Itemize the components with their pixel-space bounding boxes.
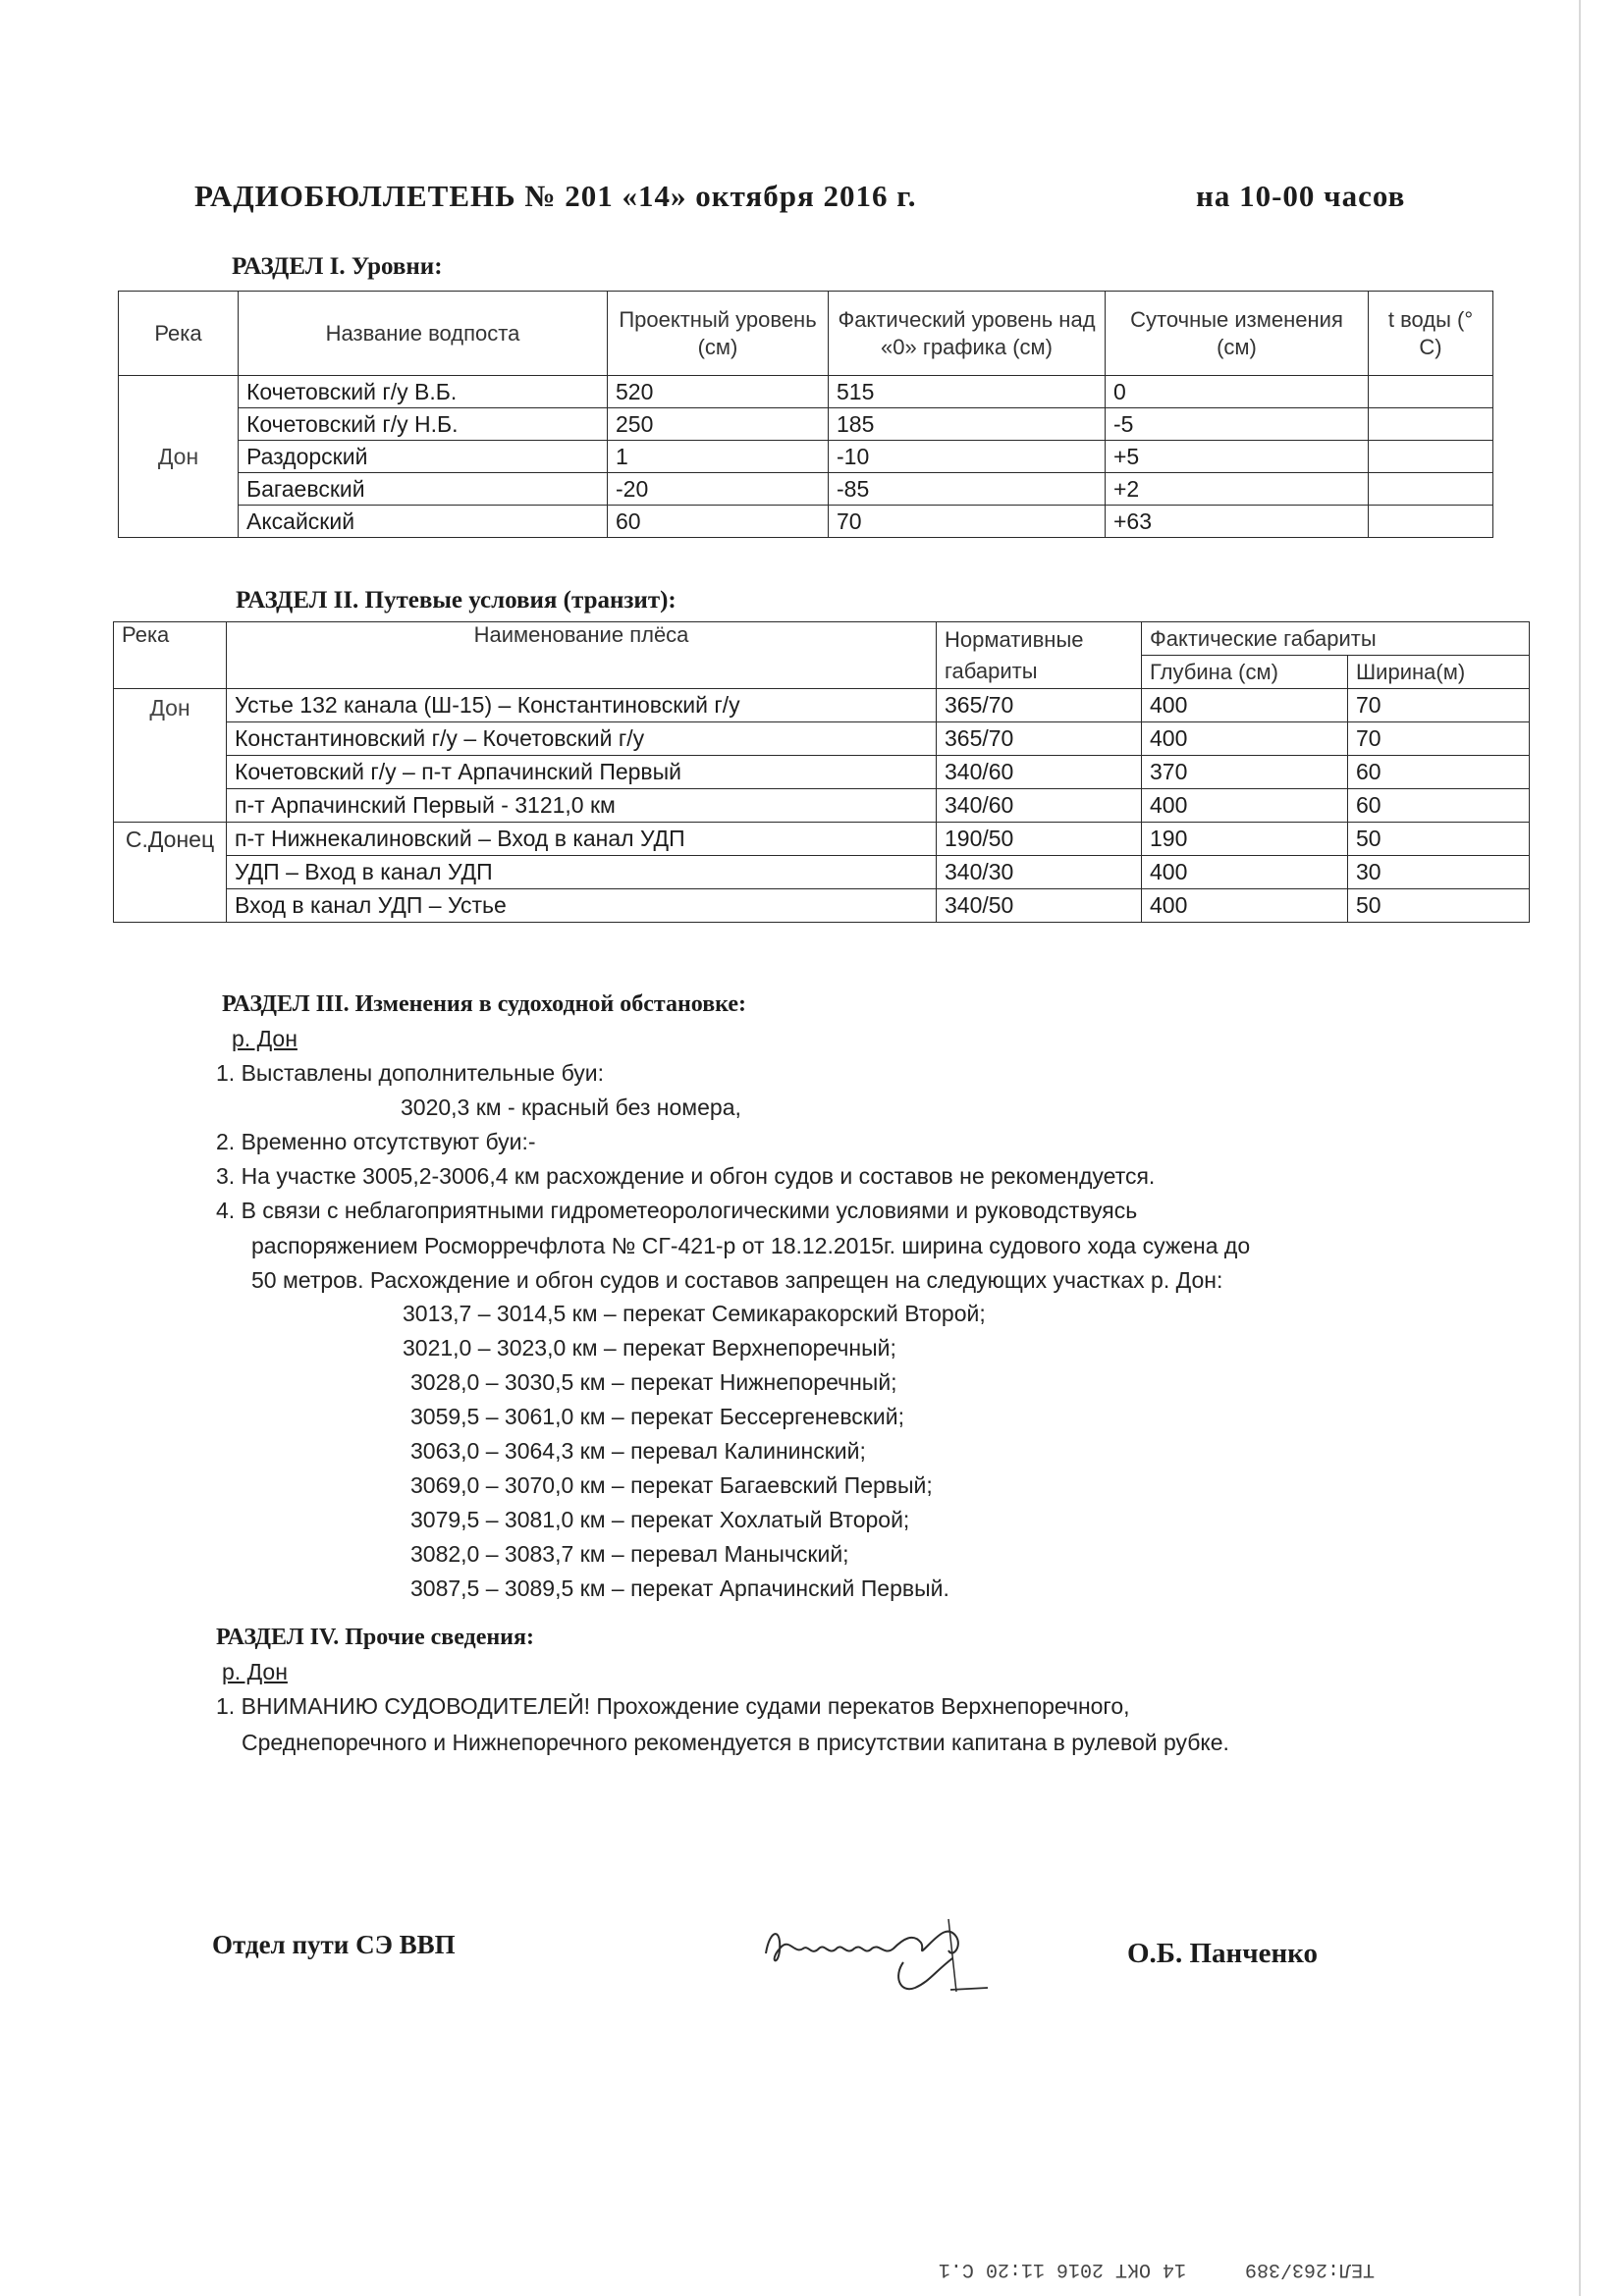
width: 60	[1348, 756, 1530, 789]
design-level: 520	[608, 376, 829, 408]
list-item: 3063,0 – 3064,3 км – перевал Калининский;	[410, 1438, 866, 1464]
reach-name: Вход в канал УДП – Устье	[227, 889, 937, 923]
reach-name: Устье 132 канала (Ш-15) – Константиновский г/у	[227, 689, 937, 722]
section2-heading: РАЗДЕЛ II. Путевые условия (транзит):	[236, 587, 677, 614]
table-row	[119, 506, 1493, 538]
water-temp	[1369, 376, 1493, 408]
table-row	[114, 823, 1530, 856]
table-row	[114, 789, 1530, 823]
width: 30	[1348, 856, 1530, 889]
fax-datetime: 14 ОКТ 2016 11:20 С.1	[938, 2258, 1186, 2280]
actual-level: 185	[829, 408, 1106, 441]
river-cell: Дон	[114, 689, 227, 823]
daily-change: +2	[1106, 473, 1369, 506]
norm-dims: 340/30	[937, 856, 1142, 889]
station-name: Багаевский	[239, 473, 608, 506]
water-temp	[1369, 441, 1493, 473]
col-design-level: Проектный уровень (см)	[608, 292, 829, 376]
actual-level: -10	[829, 441, 1106, 473]
width: 70	[1348, 722, 1530, 756]
s4-item-1-line-2: Среднепоречного и Нижнепоречного рекомендуется в присутствии капитана в рулевой рубке.	[242, 1730, 1229, 1755]
station-name: Кочетовский г/у В.Б.	[239, 376, 608, 408]
section3-river: р. Дон	[232, 1026, 298, 1051]
col-actual-dims: Фактические габариты	[1142, 622, 1530, 656]
list-item: 3021,0 – 3023,0 км – перекат Верхнепоречный;	[403, 1335, 896, 1361]
table-row	[119, 473, 1493, 506]
table-row	[119, 376, 1493, 408]
depth: 400	[1142, 689, 1348, 722]
actual-level: 515	[829, 376, 1106, 408]
s3-item-4-line-2: распоряжением Росморречфлота № СГ-421-р от 18.12.2015г. ширина судового хода сужена до	[251, 1233, 1251, 1258]
col-width: Ширина(м)	[1348, 656, 1530, 689]
width: 70	[1348, 689, 1530, 722]
reach-name: Кочетовский г/у – п-т Арпачинский Первый	[227, 756, 937, 789]
s3-item-1: 1. Выставлены дополнительные буи:	[216, 1060, 604, 1086]
handwritten-signature	[756, 1899, 992, 2007]
table-row	[119, 408, 1493, 441]
daily-change: +5	[1106, 441, 1369, 473]
design-level: 60	[608, 506, 829, 538]
col-river: Река	[119, 292, 239, 376]
norm-dims: 190/50	[937, 823, 1142, 856]
section4-heading: РАЗДЕЛ IV. Прочие сведения:	[216, 1625, 534, 1650]
river-cell: С.Донец	[114, 823, 227, 923]
norm-dims: 340/60	[937, 789, 1142, 823]
depth: 190	[1142, 823, 1348, 856]
route-header-row-1	[114, 622, 1530, 656]
scan-fold-line	[1579, 0, 1581, 2296]
list-item: 3059,5 – 3061,0 км – перекат Бессергеневский;	[410, 1404, 904, 1429]
reach-name: п-т Арпачинский Первый - 3121,0 км	[227, 789, 937, 823]
actual-level: 70	[829, 506, 1106, 538]
title-number-date: РАДИОБЮЛЛЕТЕНЬ № 201 «14» октября 2016 г.	[194, 179, 917, 213]
bulletin-title	[194, 179, 1471, 214]
depth: 400	[1142, 856, 1348, 889]
width: 60	[1348, 789, 1530, 823]
section1-heading: РАЗДЕЛ I. Уровни:	[232, 253, 443, 280]
water-temp	[1369, 408, 1493, 441]
department-label: Отдел пути СЭ ВВП	[212, 1930, 456, 1959]
design-level: 250	[608, 408, 829, 441]
table-row	[114, 722, 1530, 756]
station-name: Раздорский	[239, 441, 608, 473]
list-item: 3013,7 – 3014,5 км – перекат Семикаракорский Второй;	[403, 1301, 986, 1326]
width: 50	[1348, 889, 1530, 923]
col-station: Название водпоста	[239, 292, 608, 376]
section3-heading: РАЗДЕЛ III. Изменения в судоходной обстановке:	[222, 991, 747, 1017]
col-daily-change: Суточные изменения (см)	[1106, 292, 1369, 376]
depth: 370	[1142, 756, 1348, 789]
daily-change: -5	[1106, 408, 1369, 441]
section4-river: р. Дон	[222, 1659, 288, 1684]
list-item: 3082,0 – 3083,7 км – перевал Манычский;	[410, 1541, 849, 1567]
col-water-temp: t воды (° C)	[1369, 292, 1493, 376]
s4-item-1-line-1: 1. ВНИМАНИЮ СУДОВОДИТЕЛЕЙ! Прохождение судами перекатов Верхнепоречного,	[216, 1693, 1130, 1719]
daily-change: 0	[1106, 376, 1369, 408]
table-row	[114, 889, 1530, 923]
col-actual-level: Фактический уровень над «0» графика (см)	[829, 292, 1106, 376]
reach-name: УДП – Вход в канал УДП	[227, 856, 937, 889]
norm-dims: 340/60	[937, 756, 1142, 789]
station-name: Кочетовский г/у Н.Б.	[239, 408, 608, 441]
table-row	[114, 756, 1530, 789]
col-river: Река	[114, 622, 227, 689]
list-item: 3087,5 – 3089,5 км – перекат Арпачинский Первый.	[410, 1575, 949, 1601]
norm-dims: 340/50	[937, 889, 1142, 923]
list-item: 3069,0 – 3070,0 км – перекат Багаевский Первый;	[410, 1472, 933, 1498]
table-row	[114, 856, 1530, 889]
water-temp	[1369, 473, 1493, 506]
s3-item-3: 3. На участке 3005,2-3006,4 км расхождение и обгон судов и составов не рекомендуется.	[216, 1163, 1156, 1189]
design-level: 1	[608, 441, 829, 473]
title-time: на 10-00 часов	[1196, 179, 1406, 213]
fax-phone: ТЕЛ:263/389	[1244, 2258, 1375, 2280]
station-name: Аксайский	[239, 506, 608, 538]
route-conditions-table	[113, 621, 1530, 923]
fax-header-line	[295, 2258, 1375, 2280]
s3-item-4-line-1: 4. В связи с неблагоприятными гидрометеорологическими условиями и руководствуясь	[216, 1198, 1138, 1223]
actual-level: -85	[829, 473, 1106, 506]
water-temp	[1369, 506, 1493, 538]
list-item: 3079,5 – 3081,0 км – перекат Хохлатый Второй;	[410, 1507, 910, 1532]
river-cell: Дон	[119, 376, 239, 538]
table-row	[114, 689, 1530, 722]
col-depth: Глубина (см)	[1142, 656, 1348, 689]
norm-dims: 365/70	[937, 722, 1142, 756]
reach-name: Константиновский г/у – Кочетовский г/у	[227, 722, 937, 756]
width: 50	[1348, 823, 1530, 856]
levels-header-row	[119, 292, 1493, 376]
design-level: -20	[608, 473, 829, 506]
daily-change: +63	[1106, 506, 1369, 538]
s3-item-1-sub: 3020,3 км - красный без номера,	[401, 1095, 741, 1120]
reach-name: п-т Нижнекалиновский – Вход в канал УДП	[227, 823, 937, 856]
depth: 400	[1142, 722, 1348, 756]
depth: 400	[1142, 889, 1348, 923]
signatory-name: О.Б. Панченко	[1127, 1938, 1319, 1969]
s3-item-2: 2. Временно отсутствуют буи:-	[216, 1129, 536, 1154]
levels-table	[118, 291, 1493, 538]
norm-dims: 365/70	[937, 689, 1142, 722]
depth: 400	[1142, 789, 1348, 823]
col-reach-name: Наименование плёса	[227, 622, 937, 689]
list-item: 3028,0 – 3030,5 км – перекат Нижнепоречный;	[410, 1369, 897, 1395]
s3-item-4-line-3: 50 метров. Расхождение и обгон судов и составов запрещен на следующих участках р. Дон:	[251, 1267, 1223, 1293]
col-norm-dims: Нормативные габариты	[937, 622, 1142, 689]
table-row	[119, 441, 1493, 473]
